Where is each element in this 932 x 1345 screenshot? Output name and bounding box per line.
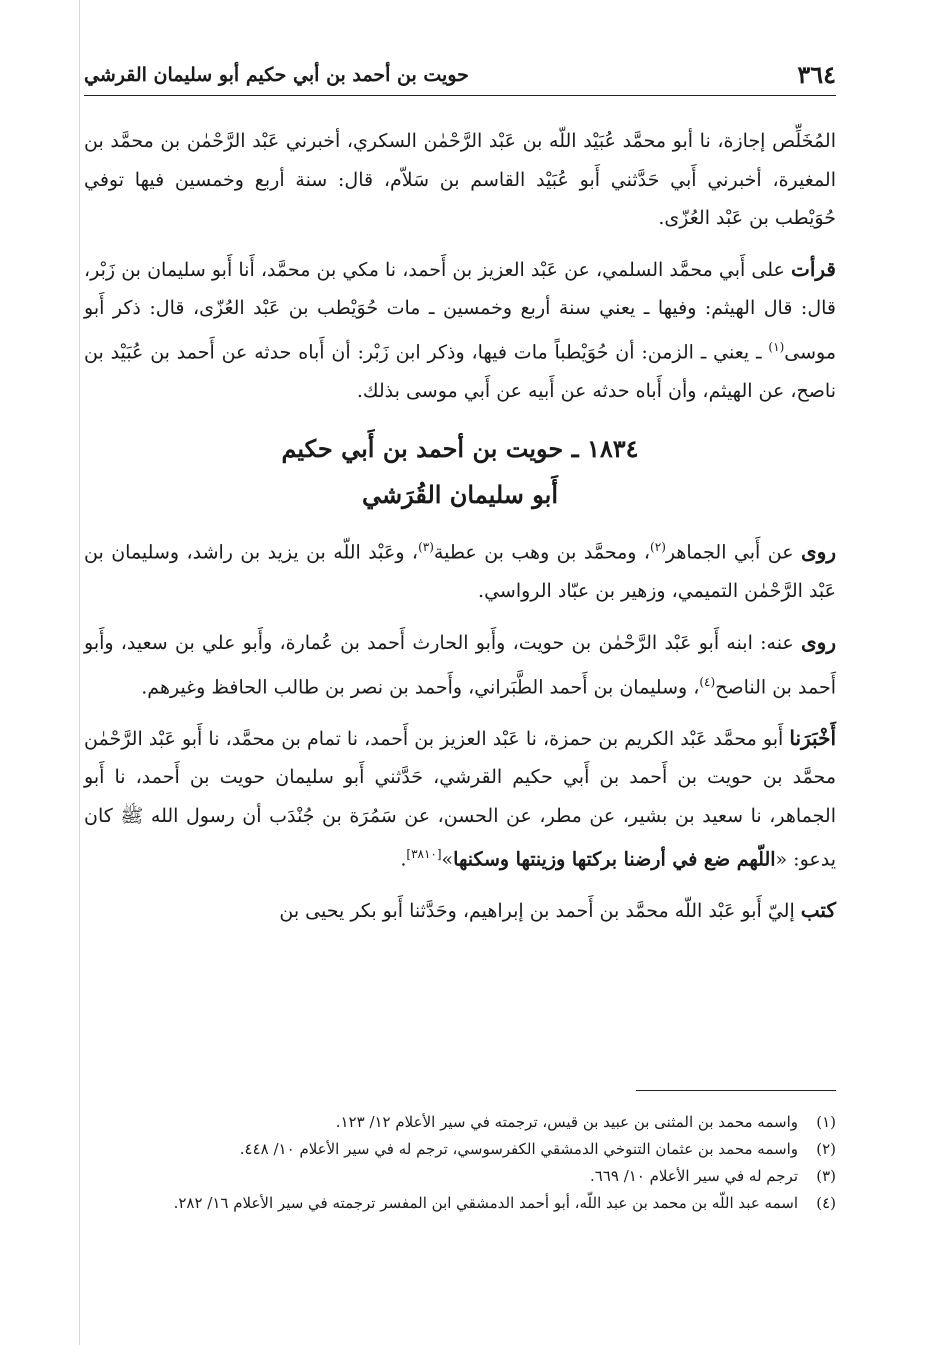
- paragraph-5-lead: أَخْبَرَنا: [789, 725, 836, 750]
- paragraph-5-text-a: أَبو محمَّد عَبْد الكريم بن حمزة، نا عَبْد العزيز بن أَحمد، نا تمام بن محمَّد، نا أَبو عَبْد الرَّحْمٰن محمَّد بن حويت بن أَحمد بن أَبي حكيم القرشي، حَدَّثني أَبو سليمان حويت بن أَحمد، نا أَبو الجماهر، نا سعيد بن بشير، عن مطر، عن الحسن، عن سَمُرَة بن جُنْدَب أن رسول الله ﷺ كان يدعو: «: [84, 727, 836, 871]
- footnote-number: (٣): [816, 1167, 836, 1185]
- footnote-text: ترجم له في سير الأعلام ١٠/ ٦٦٩.: [589, 1167, 798, 1185]
- footnote-text: واسمه محمد بن عثمان التنوخي الدمشقي الكفرسوسي، ترجم له في سير الأعلام ١٠/ ٤٤٨.: [239, 1140, 798, 1158]
- paragraph-1-text: المُخَلِّص إجازة، نا أبو محمَّد عُبَيْد اللّه بن عَبْد الرَّحْمٰن السكري، أخبرني عَبْد الرَّحْمٰن بن محمَّد بن المغيرة، أخبرني أَبي حَدَّثني أَبو عُبَيْد القاسم بن سَلاّم، قال: سنة أربع وخمسين فيها توفي حُوَيْطب بن عَبْد العُزّى.: [84, 130, 836, 230]
- paragraph-4-lead: روى: [801, 630, 836, 654]
- paragraph-5-text-b: »: [441, 848, 454, 871]
- heading-line-1: ١٨٣٤ ـ حويت بن أحمد بن أَبي حكيم: [281, 434, 639, 464]
- footnote-marker-1: (١): [768, 339, 785, 354]
- footnote-marker-4: (٤): [699, 674, 716, 689]
- footnote-number: (٢): [816, 1140, 836, 1158]
- hadith-number: [٣٨١٠]: [406, 847, 442, 862]
- paragraph-3-text-b: ، ومحمَّد بن وهب بن عطية: [433, 541, 651, 564]
- footnote-rule: [636, 1090, 836, 1091]
- heading-line-2: أَبو سليمان القُرَشي: [361, 480, 559, 510]
- page-header: [84, 60, 836, 96]
- paragraph-2-lead: قرأت: [791, 256, 836, 281]
- scan-edge-line: [79, 0, 80, 1345]
- paragraph-2: [84, 250, 836, 411]
- footnote-text: واسمه محمد بن المثنى بن عبيد بن قيس، ترجمته في سير الأعلام ١٢/ ١٢٣.: [335, 1113, 798, 1131]
- footnote-number: (١): [816, 1113, 836, 1131]
- paragraph-4-text-b: ، وسليمان بن أَحمد الطَّبَراني، وأَحمد بن نصر بن طالب الحافظ وغيرهم.: [141, 675, 700, 698]
- paragraph-4: [84, 623, 836, 707]
- paragraph-1: [84, 122, 836, 238]
- paragraph-6-lead: كتب: [800, 898, 836, 923]
- paragraph-6: [84, 891, 836, 931]
- paragraph-3-text-c: ، وعَبْد اللّه بن يزيد بن راشد، وسليمان بن عَبْد الرَّحْمٰن التميمي، وزهير بن عبّاد الرواسي.: [84, 541, 836, 603]
- paragraph-3: [84, 528, 836, 611]
- paragraph-2-text-b: ـ يعني ـ الزمن: أن حُوَيْطباً مات فيها، وذكر ابن زَبْر: أن أَباه حدثه عن أَحمد بن عُبَيْد بن ناصح، عن الهيثم، وأن أَباه حدثه عن أَبيه عن أَبي موسى بذلك.: [84, 341, 836, 402]
- running-title: حويت بن أحمد بن أبي حكيم أبو سليمان القرشي: [84, 64, 469, 86]
- paragraph-5-end: .: [400, 848, 407, 871]
- footnotes: [84, 1090, 836, 1217]
- footnote-text: اسمه عبد اللّه بن محمد بن عبد اللّه، أبو أحمد الدمشقي ابن المفسر ترجمته في سير الأعلام ١٦/ ٢٨٢.: [173, 1194, 798, 1212]
- biography-heading: [84, 426, 836, 518]
- paragraph-6-text: إليّ أَبو عَبْد اللّه محمَّد بن أَحمد بن إبراهيم، وحَدَّثنا أَبو بكر يحيى بن: [279, 900, 801, 923]
- paragraph-2-text-a: على أَبي محمَّد السلمي، عن عَبْد العزيز بن أَحمد، نا مكي بن محمَّد، أَنا أَبو سليمان بن زَبْر، قال: قال الهيثم: وفيها ـ يعني سنة أربع وخمسين ـ مات حُوَيْطب بن عَبْد العُزّى، قال: ذكر أَبو موسى: [84, 258, 836, 364]
- footnote-3: [84, 1163, 836, 1190]
- footnote-marker-2: (٢): [650, 540, 666, 555]
- hadith-quote: اللّهم ضع في أرضنا بركتها وزينتها وسكنها: [453, 848, 776, 871]
- header-rule: [84, 95, 836, 96]
- footnote-number: (٤): [816, 1194, 836, 1212]
- page-number: ٣٦٤: [797, 60, 836, 89]
- main-text: [84, 122, 836, 931]
- footnote-marker-3: (٣): [418, 540, 434, 555]
- footnote-4: [84, 1190, 836, 1217]
- footnote-1: [84, 1109, 836, 1136]
- paragraph-3-lead: روى: [801, 539, 837, 564]
- paragraph-3-text-a: عن أَبي الجماهر: [665, 541, 802, 564]
- footnote-2: [84, 1136, 836, 1163]
- paragraph-4-text-a: عنه: ابنه أَبو عَبْد الرَّحْمٰن بن حويت، وأَبو الحارث أَحمد بن عُمارة، وأَبو علي بن سعيد، وأَبو أَحمد بن الناصح: [84, 632, 836, 698]
- paragraph-5: [84, 719, 836, 880]
